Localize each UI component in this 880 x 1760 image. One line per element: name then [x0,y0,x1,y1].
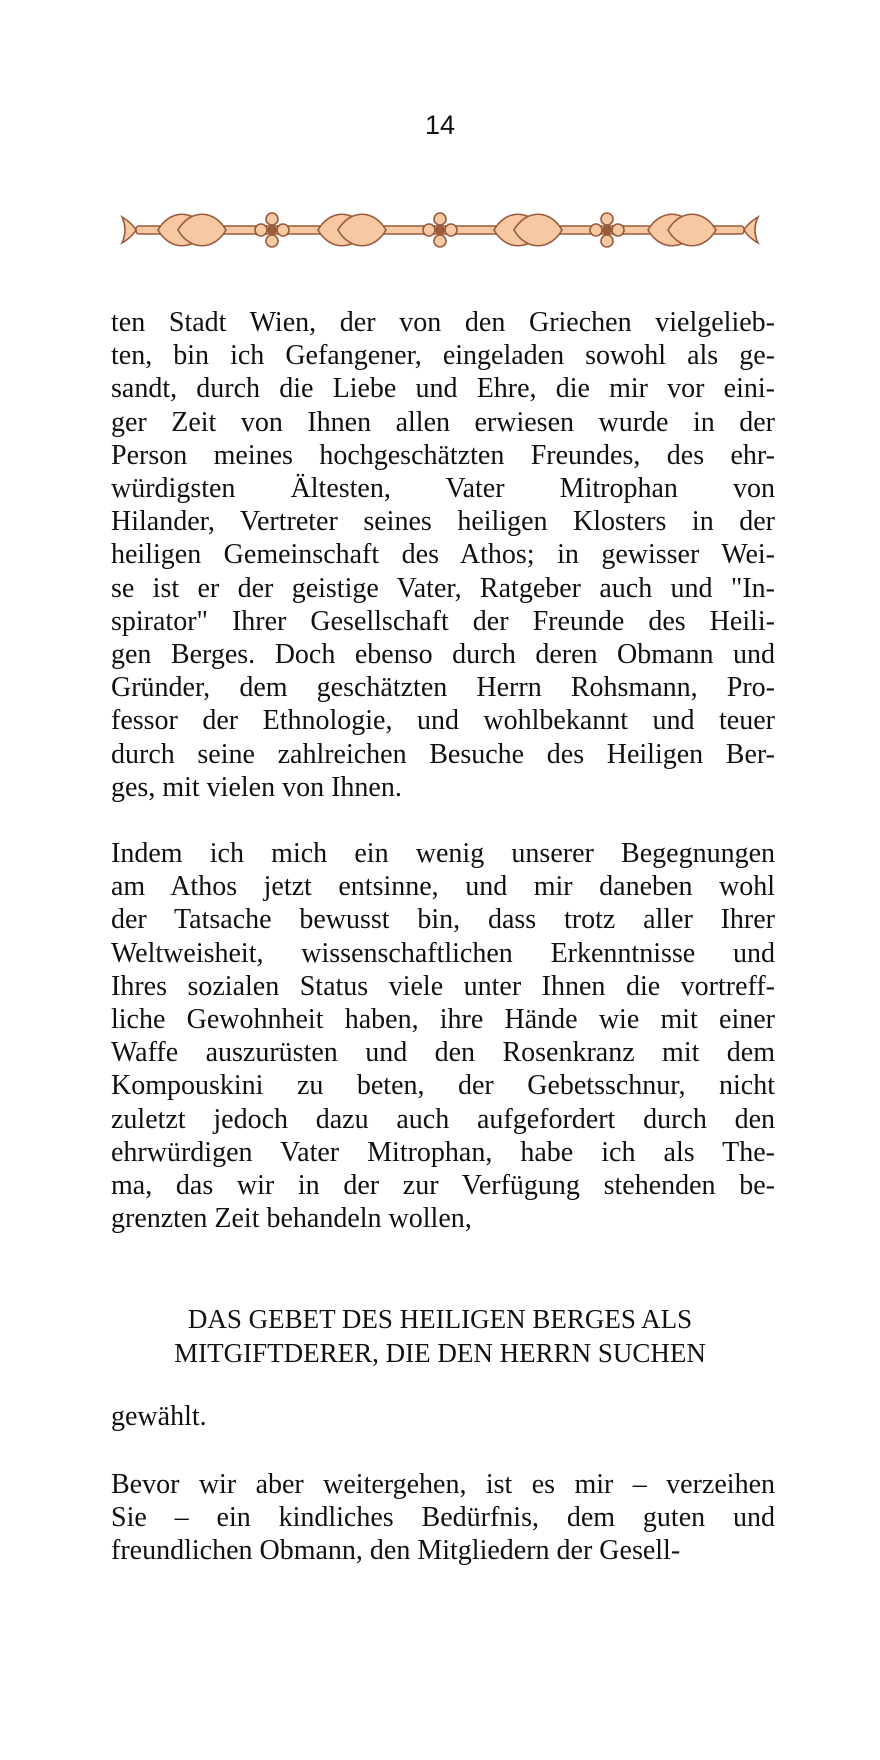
text-line: Person meines hochgeschätzten Freundes, des ehr- [111,439,775,471]
text-line: heiligen Gemeinschaft des Athos; in gewisser Wei- [111,539,775,571]
body-paragraph-2 [111,837,775,1235]
text-line: fessor der Ethnologie, und wohlbekannt und teuer [111,705,775,737]
decorative-border-ornament [118,203,762,259]
text-line: spirator" Ihrer Gesellschaft der Freunde des Heili- [111,605,775,637]
text-line: Ihres sozialen Status viele unter Ihnen die vortreff- [111,970,775,1002]
body-paragraph-1 [111,306,775,804]
text-line: ges, mit vielen von Ihnen. [111,771,402,803]
text-line: Indem ich mich ein wenig unserer Begegnungen [111,838,775,869]
text-line: freundlichen Obmann, den Mitgliedern der Gesell- [111,1535,681,1567]
text-line: liche Gewohnheit haben, ihre Hände wie mit einer [111,1004,775,1036]
text-line: Weltweisheit, wissenschaftlichen Erkenntnisse und [111,937,775,969]
text-line: zuletzt jedoch dazu auch aufgefordert durch den [111,1103,775,1135]
text-line: der Tatsache bewusst bin, dass trotz aller Ihrer [111,904,775,936]
page-number: 14 [424,110,456,140]
text-line: sandt, durch die Liebe und Ehre, die mir vor eini- [111,373,775,405]
text-line: Bevor wir aber weitergehen, ist es mir – verzeihen [111,1469,775,1500]
heading-line: DAS GEBET DES HEILIGEN BERGES ALS [187,1304,693,1334]
text-line: se ist er der geistige Vater, Ratgeber auch und "In- [111,572,775,604]
body-paragraph-4 [111,1468,775,1568]
text-line: durch seine zahlreichen Besuche des Heiligen Ber- [111,738,775,770]
text-line: Waffe auszurüsten und den Rosenkranz mit dem [111,1037,775,1069]
text-line: Sie – ein kindliches Bedürfnis, dem guten und [111,1502,775,1534]
text-line: am Athos jetzt entsinne, und mir daneben wohl [111,871,775,903]
body-paragraph-3 [111,1400,775,1433]
text-line: ma, das wir in der zur Verfügung stehenden be- [111,1170,775,1202]
text-line: ten, bin ich Gefangener, eingeladen sowohl als ge- [111,340,775,372]
text-line: grenzten Zeit behandeln wollen, [111,1203,472,1235]
text-line: ten Stadt Wien, der von den Griechen vielgelieb- [111,307,775,338]
text-line: Hilander, Vertreter seines heiligen Klosters in der [111,506,775,538]
text-line: ger Zeit von Ihnen allen erwiesen wurde in der [111,406,775,438]
text-line: ehrwürdigen Vater Mitrophan, habe ich als The- [111,1136,775,1168]
text-line: Gründer, dem geschätzten Herrn Rohsmann, Pro- [111,672,775,704]
text-line: gewählt. [111,1401,207,1432]
heading-line: MITGIFTDERER, DIE DEN HERRN SUCHEN [174,1338,706,1368]
text-line: gen Berges. Doch ebenso durch deren Obmann und [111,639,775,671]
text-line: würdigsten Ältesten, Vater Mitrophan von [111,473,775,505]
section-heading [0,1302,880,1370]
text-line: Kompouskini zu beten, der Gebetsschnur, nicht [111,1070,775,1102]
